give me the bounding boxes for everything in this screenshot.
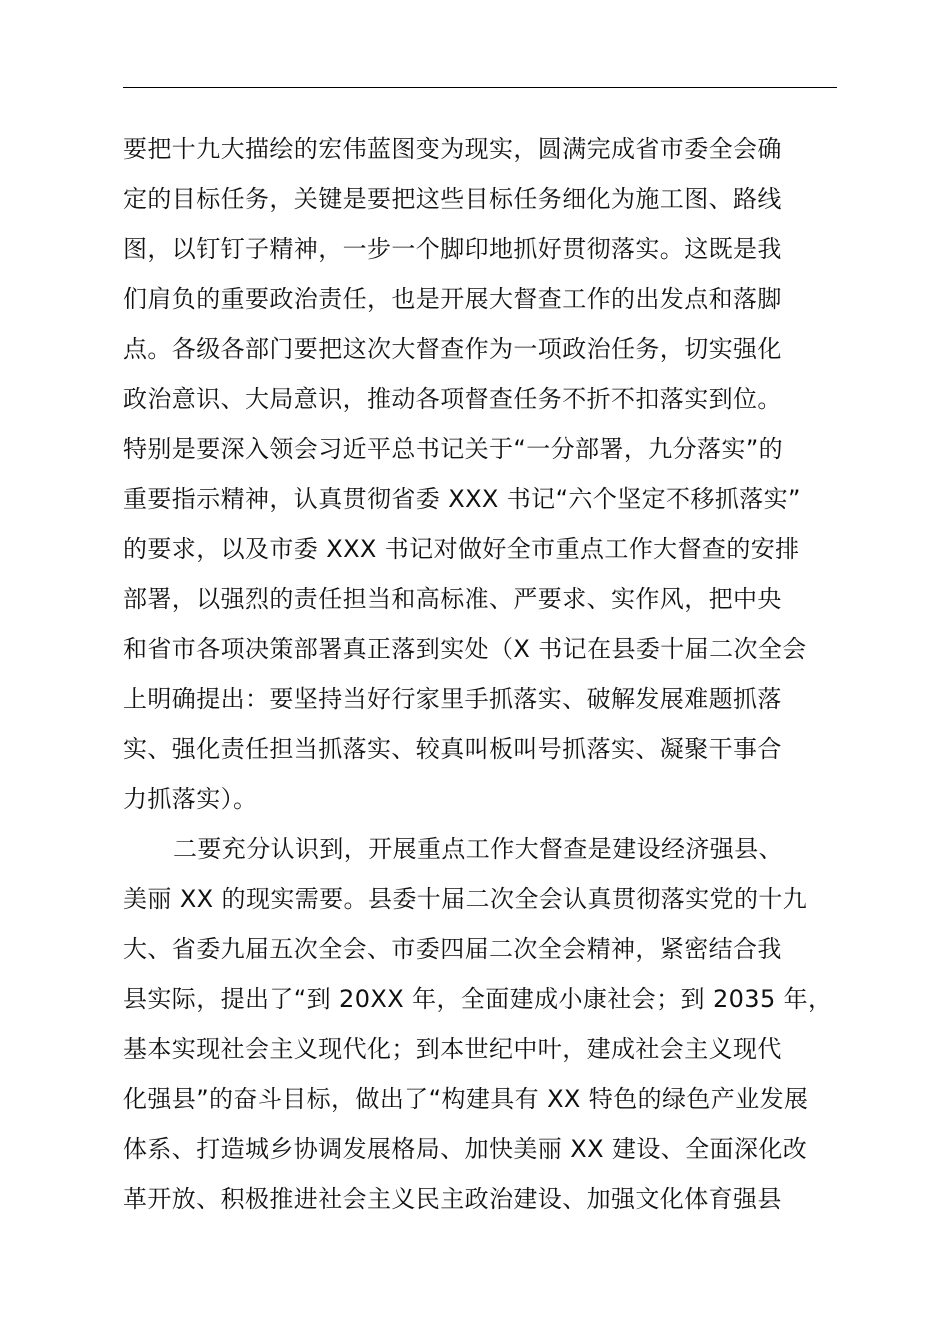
text-line: 上明确提出：要坚持当好行家里手抓落实、破解发展难题抓落 [123,685,782,713]
document-body [123,124,843,1224]
text-line: 特别是要深入领会习近平总书记关于“一分部署，九分落实”的 [123,435,784,463]
paragraph-1 [123,124,843,824]
text-line: 部署，以强烈的责任担当和高标准、严要求、实作风，把中央 [123,585,782,613]
text-line: 点。各级各部门要把这次大督查作为一项政治任务，切实强化 [123,335,782,363]
text-line: 美丽 XX 的现实需要。县委十届二次全会认真贯彻落实党的十九 [123,885,808,913]
text-line: 定的目标任务，关键是要把这些目标任务细化为施工图、路线 [123,185,782,213]
text-line: 大、省委九届五次全会、市委四届二次全会精神，紧密结合我 [123,935,782,963]
text-line: 实、强化责任担当抓落实、较真叫板叫号抓落实、凝聚干事合 [123,735,782,763]
text-line: 力抓落实）。 [123,785,258,813]
text-line: 的要求，以及市委 XXX 书记对做好全市重点工作大督查的安排 [123,535,800,563]
text-line: 基本实现社会主义现代化；到本世纪中叶，建成社会主义现代 [123,1035,782,1063]
text-line: 政治意识、大局意识，推动各项督查任务不折不扣落实到位。 [123,385,782,413]
text-line: 体系、打造城乡协调发展格局、加快美丽 XX 建设、全面深化改 [123,1135,808,1163]
text-line: 革开放、积极推进社会主义民主政治建设、加强文化体育强县 [123,1185,782,1213]
text-line: 和省市各项决策部署真正落到实处（X 书记在县委十届二次全会 [123,635,807,663]
text-line: 们肩负的重要政治责任，也是开展大督查工作的出发点和落脚 [123,285,782,313]
header-rule [123,87,837,88]
paragraph-2 [123,824,843,1224]
text-line-first-indented: 二要充分认识到，开展重点工作大督查是建设经济强县、 [173,835,783,863]
text-line: 重要指示精神，认真贯彻省委 XXX 书记“六个坚定不移抓落实” [123,485,801,513]
text-line: 要把十九大描绘的宏伟蓝图变为现实，圆满完成省市委全会确 [123,135,782,163]
text-line: 图，以钉钉子精神，一步一个脚印地抓好贯彻落实。这既是我 [123,235,782,263]
text-line: 县实际，提出了“到 20XX 年，全面建成小康社会；到 2035 年， [123,985,833,1013]
text-line: 化强县”的奋斗目标，做出了“构建具有 XX 特色的绿色产业发展 [123,1085,809,1113]
